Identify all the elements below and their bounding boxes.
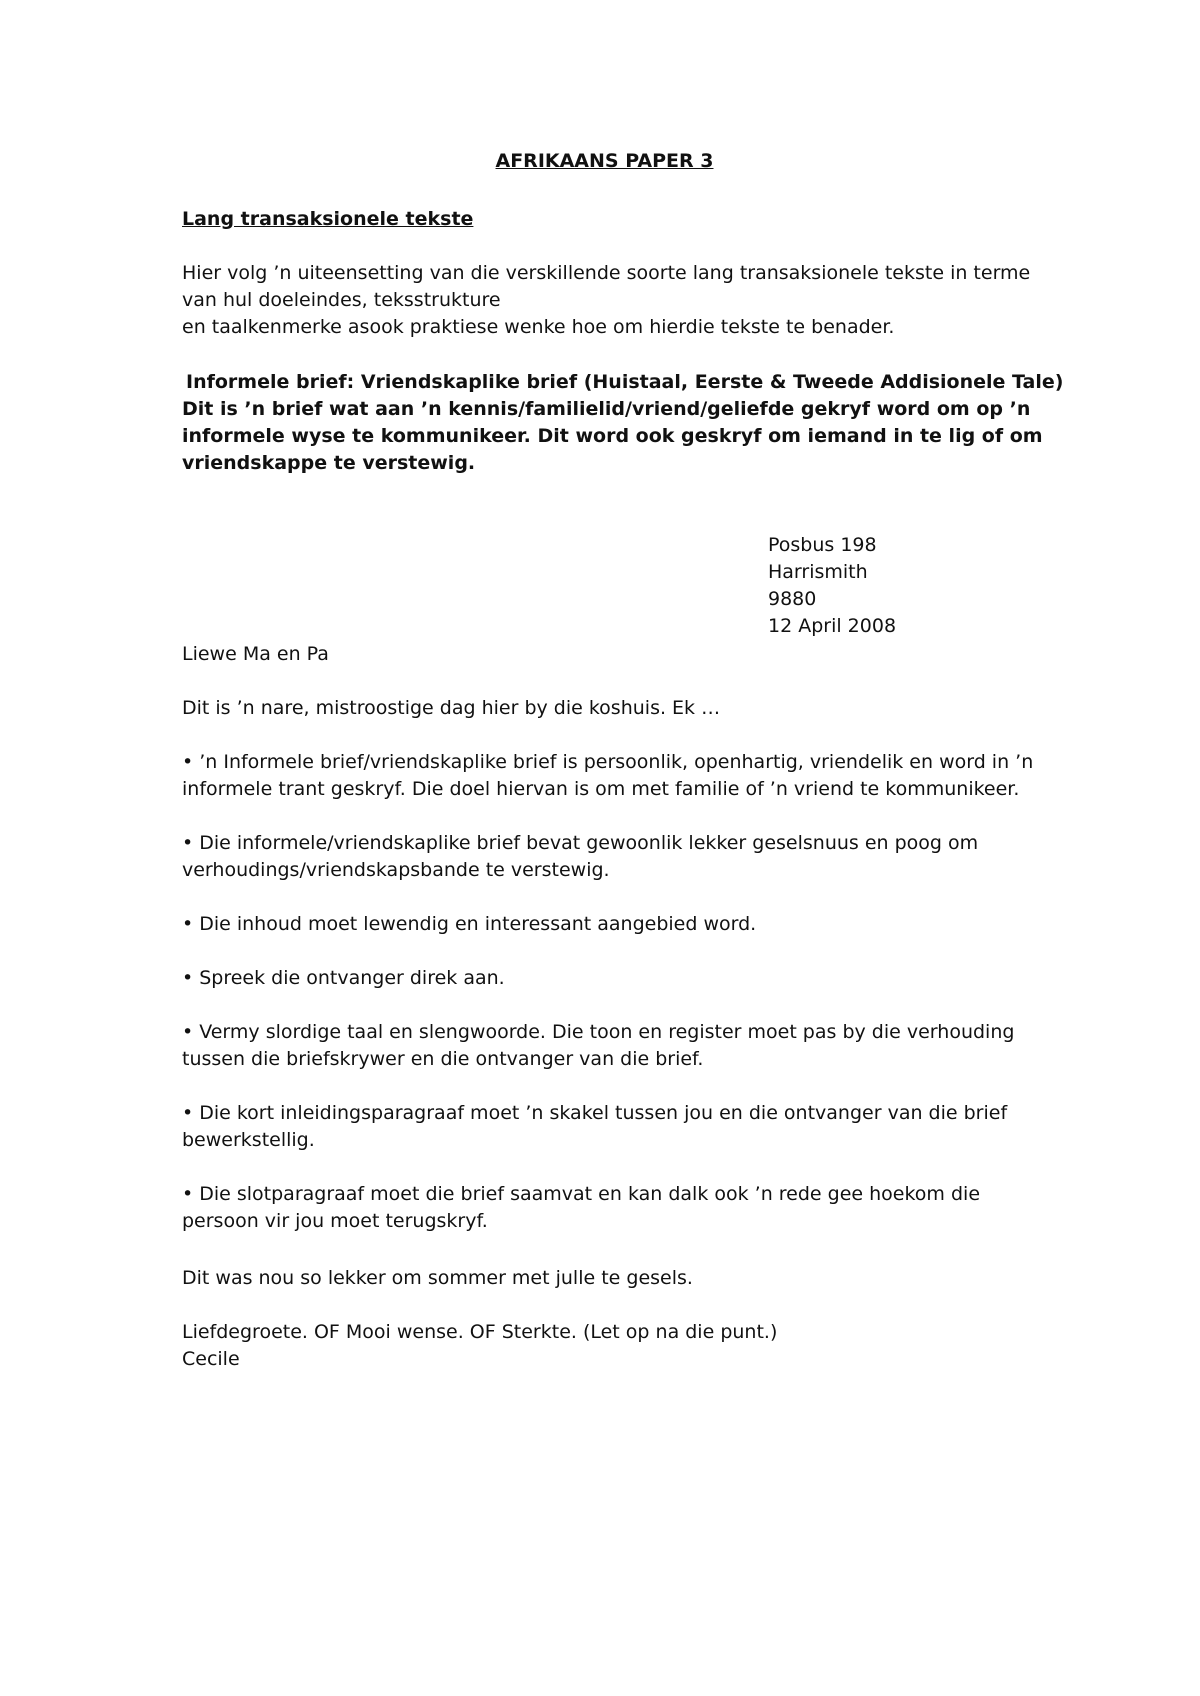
sender-address (768, 532, 1068, 640)
page-title: AFRIKAANS PAPER 3 (495, 150, 714, 172)
list-item-text: Die slotparagraaf moet die brief saamvat en kan dalk ook ’n rede gee hoekom die persoon vir jou moet terugskryf. (182, 1183, 981, 1232)
letter-signoff: Liefdegroete. OF Mooi wense. OF Sterkte. (Let op na die punt.) (182, 1321, 778, 1343)
bullet-icon: • (182, 832, 194, 854)
bullet-icon: • (182, 1183, 194, 1205)
list-item-text: Spreek die ontvanger direk aan. (199, 967, 505, 989)
definition-paragraph: Dit is ’n brief wat aan ’n kennis/familielid/vriend/geliefde gekryf word om op ’n informele wyse te kommunikeer. Dit word ook geskryf om iemand in te lig of om vriendskappe te verstewig. (182, 398, 1043, 474)
address-line: 9880 (768, 588, 817, 610)
letter-salutation: Liewe Ma en Pa (182, 643, 329, 665)
address-line: Posbus 198 (768, 534, 877, 556)
list-item-text: Die inhoud moet lewendig en interessant aangebied word. (199, 913, 757, 935)
bullet-icon: • (182, 913, 194, 935)
section-heading: Informele brief: Vriendskaplike brief (Huistaal, Eerste & Tweede Addisionele Tale) (186, 371, 1064, 393)
list-item-text: Vermy slordige taal en slengwoorde. Die toon en register moet pas by die verhouding tussen die briefskrywer en die ontvanger van die brief. (182, 1021, 1015, 1070)
bullet-icon: • (182, 1021, 194, 1043)
bullet-icon: • (182, 751, 194, 773)
guideline-list (182, 749, 1062, 1262)
address-date: 12 April 2008 (768, 615, 897, 637)
letter-opening: Dit is ’n nare, mistroostige dag hier by die koshuis. Ek … (182, 697, 721, 719)
list-item (182, 1019, 1062, 1073)
list-item (182, 830, 1062, 884)
list-item-text: Die informele/vriendskaplike brief bevat gewoonlik lekker geselsnuus en poog om verhoudings/vriendskapsbande te verstewig. (182, 832, 979, 881)
section-subtitle: Lang transaksionele tekste (182, 208, 474, 230)
list-item (182, 1181, 1062, 1235)
list-item (182, 1100, 1062, 1154)
list-item (182, 749, 1062, 803)
bullet-icon: • (182, 967, 194, 989)
intro-paragraph (182, 260, 1062, 341)
bullet-icon: • (182, 1102, 194, 1124)
address-line: Harrismith (768, 561, 868, 583)
list-item (182, 911, 1062, 938)
letter-signature: Cecile (182, 1348, 240, 1370)
intro-line: en taalkenmerke asook praktiese wenke hoe om hierdie tekste te benader. (182, 316, 895, 338)
list-item-text: Die kort inleidingsparagraaf moet ’n skakel tussen jou en die ontvanger van die brief bewerkstellig. (182, 1102, 1008, 1151)
letter-closing: Dit was nou so lekker om sommer met julle te gesels. (182, 1267, 693, 1289)
list-item (182, 965, 1062, 992)
intro-line: Hier volg ’n uiteensetting van die verskillende soorte lang transaksionele tekste in terme van hul doeleindes, teksstrukture (182, 262, 1031, 311)
list-item-text: ’n Informele brief/vriendskaplike brief is persoonlik, openhartig, vriendelik en word in ’n informele trant geskryf. Die doel hiervan is om met familie of ’n vriend te kommunikeer. (182, 751, 1034, 800)
